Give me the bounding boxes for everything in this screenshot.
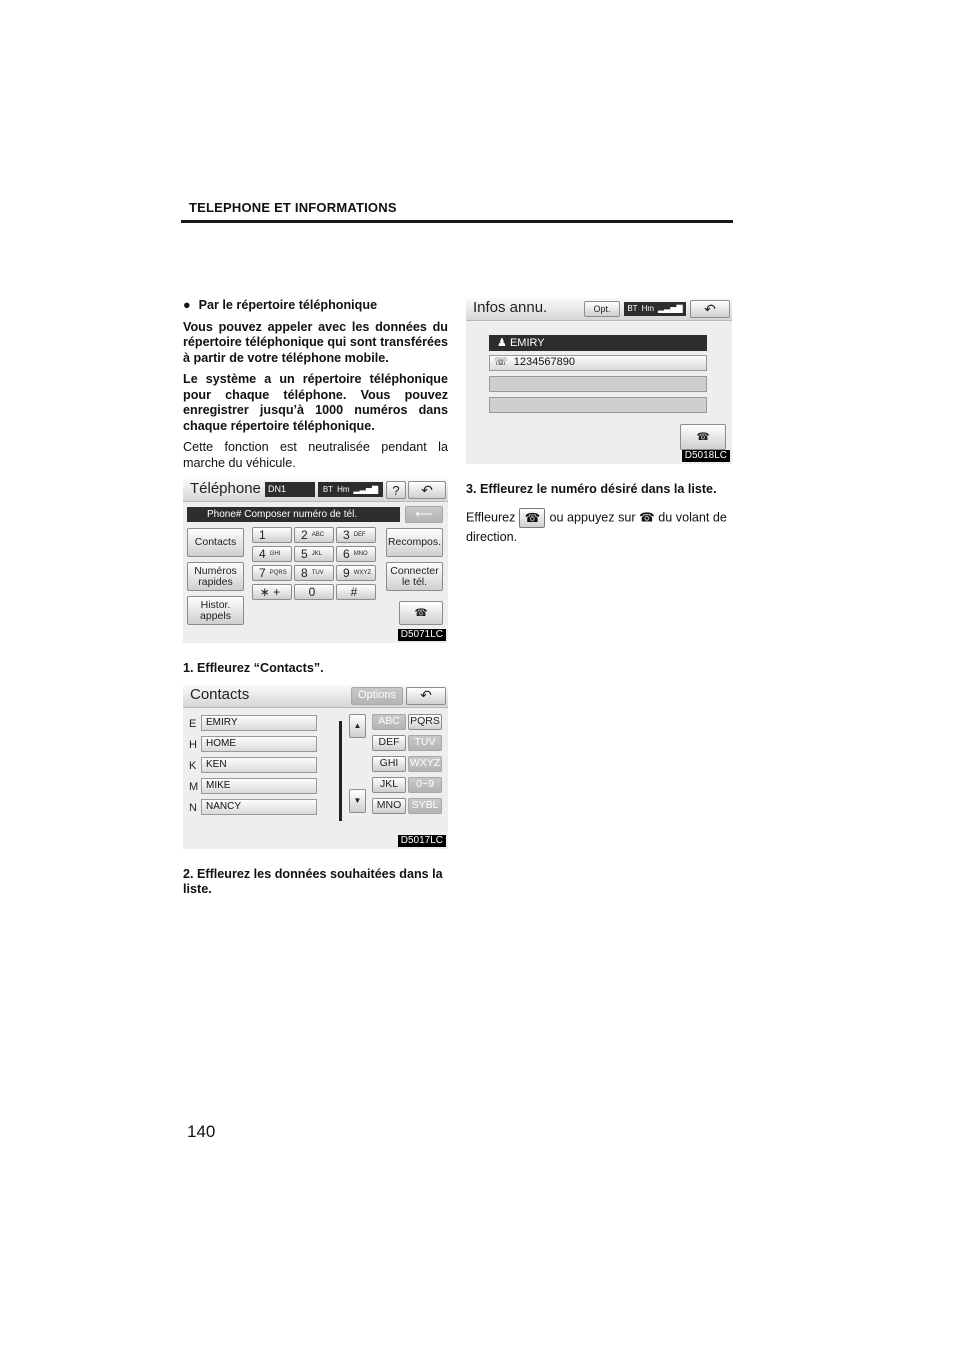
- directory-info-screen: [466, 298, 732, 464]
- right-column: [466, 298, 732, 552]
- signal-icon: ▂▃▅▇: [353, 484, 379, 494]
- contact-entry[interactable]: MIKE: [201, 778, 317, 794]
- key-letters: WXYZ: [353, 569, 372, 576]
- index-letter: H: [189, 738, 197, 751]
- key-digit: 3: [343, 527, 350, 542]
- page-down-icon: ▼: [353, 796, 362, 805]
- call-button-icon: ☎: [519, 508, 545, 528]
- page-number: 140: [187, 1122, 216, 1141]
- key-digit: 9: [343, 565, 350, 580]
- contact-entry[interactable]: KEN: [201, 757, 317, 773]
- options-button[interactable]: Opt.: [584, 301, 620, 317]
- alpha-index-button[interactable]: 0~9: [408, 777, 442, 793]
- key-digit: 8: [301, 565, 308, 580]
- bullet-heading: [183, 298, 448, 314]
- keypad-key-5[interactable]: [336, 546, 376, 562]
- keypad-key-3[interactable]: [252, 546, 292, 562]
- alpha-index-button[interactable]: SYBL: [408, 798, 442, 814]
- paragraph-1: Vous pouvez appeler avec les données du répertoire téléphonique qui sont transférées à partir de votre téléphone mobile.: [183, 319, 448, 365]
- history-line2: appels: [200, 609, 231, 622]
- key-letters: PQRS: [269, 569, 287, 576]
- connect-line2: le tél.: [401, 575, 428, 588]
- scrollbar-track[interactable]: [339, 721, 342, 821]
- key-digit: #: [350, 584, 358, 599]
- section-title: TELEPHONE ET INFORMATIONS: [189, 200, 397, 215]
- keypad-key-1[interactable]: [294, 527, 334, 543]
- redial-button[interactable]: Recompos.: [386, 528, 443, 557]
- back-button[interactable]: [690, 300, 730, 318]
- contact-entry[interactable]: NANCY: [201, 799, 317, 815]
- alpha-index-button[interactable]: ABC: [372, 714, 406, 730]
- page-up-button[interactable]: [349, 714, 366, 738]
- bluetooth-badge: BT: [322, 484, 334, 494]
- step-2: 2. Effleurez les données souhaitées dans la liste.: [183, 866, 443, 896]
- contacts-button[interactable]: Contacts: [187, 528, 244, 557]
- alpha-index-button[interactable]: JKL: [372, 777, 406, 793]
- help-button[interactable]: ?: [386, 481, 406, 499]
- alpha-index-button[interactable]: TUV: [408, 735, 442, 751]
- key-digit: 2: [301, 527, 308, 542]
- page-down-button[interactable]: [349, 789, 366, 813]
- input-placeholder: Composer numéro de tél.: [244, 509, 358, 520]
- instruction-text: [466, 508, 732, 546]
- bullet-text: Par le répertoire téléphonique: [198, 298, 378, 312]
- alpha-index-button[interactable]: MNO: [372, 798, 406, 814]
- alpha-index-button[interactable]: PQRS: [408, 714, 442, 730]
- speed-dials-button[interactable]: [187, 562, 244, 591]
- bullet-dot-icon: ●: [183, 298, 191, 312]
- screen-title: Contacts: [190, 685, 250, 703]
- input-label: Phone#: [207, 509, 242, 520]
- phone-handset-icon: ☎: [696, 430, 710, 443]
- call-button[interactable]: [680, 424, 726, 450]
- step-3: 3. Effleurez le numéro désiré dans la liste.: [466, 482, 717, 496]
- return-icon: ↶: [421, 481, 433, 498]
- back-button[interactable]: [408, 481, 446, 499]
- key-digit: 5: [301, 546, 308, 561]
- history-line1: Histor.: [200, 598, 231, 611]
- instruction-part-3: du volant de direction.: [466, 509, 727, 544]
- step-1: 1. Effleurez “Contacts”.: [183, 661, 324, 675]
- header-rule: [181, 220, 733, 223]
- device-name: DN1: [265, 482, 315, 497]
- call-history-button[interactable]: [187, 596, 244, 625]
- page-up-icon: ▲: [353, 721, 362, 730]
- key-digit: 4: [259, 546, 266, 561]
- phone-number: 1234567890: [513, 356, 575, 369]
- key-digit: 7: [259, 565, 266, 580]
- phone-handset-icon: ☎: [414, 606, 428, 619]
- home-badge: Hm: [337, 484, 350, 494]
- key-letters: JKL: [311, 550, 323, 557]
- key-digit: ∗ +: [259, 584, 281, 599]
- key-digit: 0: [308, 584, 316, 599]
- backspace-button[interactable]: ⟵: [405, 506, 443, 523]
- status-indicators: [624, 302, 686, 316]
- alpha-index-button[interactable]: GHI: [372, 756, 406, 772]
- home-badge: Hm: [641, 304, 655, 314]
- keypad-key-2[interactable]: [336, 527, 376, 543]
- keypad-key-7[interactable]: [294, 565, 334, 581]
- contacts-screen: [183, 685, 448, 849]
- keypad-key-0[interactable]: [252, 527, 292, 543]
- keypad-key-10[interactable]: [294, 584, 334, 600]
- figure-code: D5018LC: [682, 450, 730, 462]
- paragraph-2: Le système a un répertoire téléphonique pour chaque téléphone. Vous pouvez enregistrer jusqu’à 1000 numéros dans chaque répertoire téléphonique.: [183, 372, 448, 433]
- bluetooth-badge: BT: [627, 304, 638, 314]
- key-letters: ABC: [311, 531, 325, 538]
- key-digit: 6: [343, 546, 350, 561]
- instruction-part-1: Effleurez: [466, 509, 516, 524]
- speed-dials-line2: rapides: [198, 575, 233, 588]
- phone-number-entry[interactable]: [489, 355, 707, 371]
- index-letter: K: [189, 759, 197, 772]
- key-letters: DEF: [353, 531, 366, 538]
- number-input[interactable]: [187, 507, 400, 522]
- alpha-index-button[interactable]: WXYZ: [408, 756, 442, 772]
- connect-line1: Connecter: [390, 564, 439, 577]
- contact-entry[interactable]: HOME: [201, 736, 317, 752]
- instruction-part-2: ou appuyez sur: [549, 509, 636, 524]
- call-button[interactable]: [399, 601, 443, 625]
- figure-code: D5017LC: [398, 835, 446, 847]
- phone-type-icon: ☏: [494, 356, 508, 369]
- empty-number-slot: [489, 376, 707, 392]
- figure-code: D5071LC: [398, 629, 446, 641]
- keypad-key-6[interactable]: [252, 565, 292, 581]
- page-header: [181, 200, 733, 223]
- keypad-key-9[interactable]: [252, 584, 292, 600]
- key-letters: TUV: [311, 569, 324, 576]
- empty-number-slot: [489, 397, 707, 413]
- key-letters: MNO: [353, 550, 368, 557]
- index-letter: E: [189, 717, 197, 730]
- alpha-index-button[interactable]: DEF: [372, 735, 406, 751]
- person-icon: ♟: [497, 337, 507, 349]
- contact-name: EMIRY: [509, 337, 545, 349]
- index-letter: N: [189, 801, 197, 814]
- screen-title: Infos annu.: [473, 299, 548, 316]
- keypad-key-8[interactable]: [336, 565, 376, 581]
- screen-title: Téléphone: [190, 480, 261, 497]
- telephone-screen: [183, 479, 448, 643]
- connect-phone-button[interactable]: [386, 562, 443, 591]
- contact-entry[interactable]: EMIRY: [201, 715, 317, 731]
- back-button[interactable]: [406, 687, 446, 705]
- steering-phone-icon: ☎: [639, 509, 655, 524]
- paragraph-3: Cette fonction est neutralisée pendant la marche du véhicule.: [183, 440, 448, 470]
- return-icon: ↶: [704, 300, 716, 317]
- signal-icon: ▂▃▅▇: [658, 304, 683, 314]
- status-indicators: [318, 482, 383, 497]
- keypad-key-4[interactable]: [294, 546, 334, 562]
- options-button[interactable]: Options: [351, 687, 403, 705]
- left-column: [183, 298, 448, 904]
- key-digit: 1: [259, 527, 266, 542]
- speed-dials-line1: Numéros: [194, 564, 237, 577]
- return-icon: ↶: [420, 687, 432, 703]
- key-letters: GHI: [269, 550, 281, 557]
- keypad-key-11[interactable]: [336, 584, 376, 600]
- index-letter: M: [189, 780, 199, 793]
- contact-name-bar: [489, 335, 707, 351]
